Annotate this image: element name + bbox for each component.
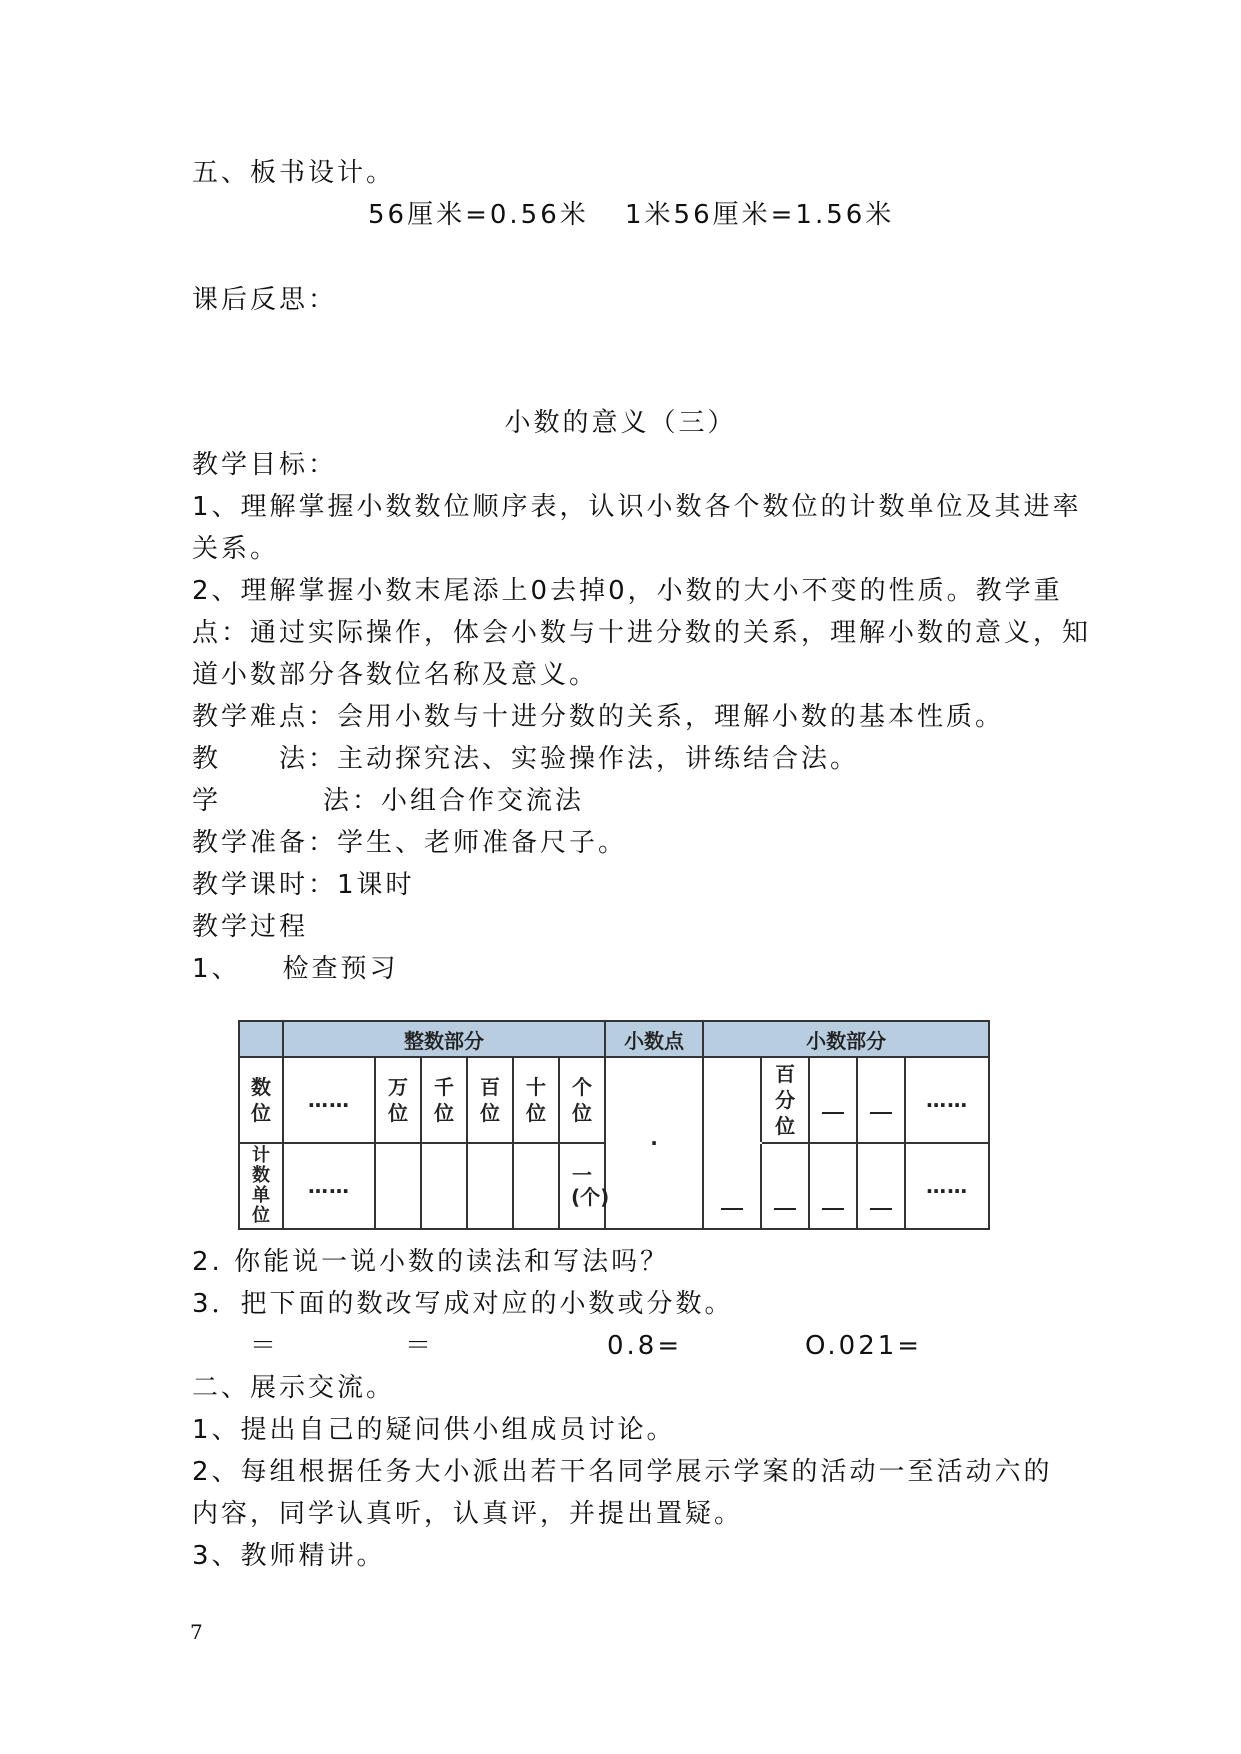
learning-method-text: 法：小组合作交流法 — [323, 786, 585, 816]
unit-ones: 一(个) — [559, 1143, 605, 1229]
preparation-line: 教学准备：学生、老师准备尺子。 — [192, 828, 628, 858]
exchange-item-3: 3、教师精讲。 — [192, 1541, 386, 1571]
unit-hundredths-blank — [761, 1143, 809, 1229]
exercise-eq-2: ＝ — [405, 1331, 435, 1361]
step-1-line — [192, 951, 399, 987]
exercise-eq-1: ＝ — [250, 1331, 280, 1361]
exchange-item-2-line-1: 2、每组根据任务大小派出若干名同学展示学案的活动一至活动六的 — [192, 1457, 1053, 1487]
unit-tens-blank — [513, 1143, 559, 1229]
exchange-heading: 二、展示交流。 — [192, 1373, 396, 1403]
header-corner-cell — [239, 1021, 283, 1057]
place-ten-thousandths-blank — [857, 1057, 905, 1143]
objective-2-line-2: 点：通过实际操作，体会小数与十进分数的关系，理解小数的意义，知 — [192, 618, 1092, 648]
place-ones: 个位 — [559, 1057, 605, 1143]
integer-part-header: 整数部分 — [283, 1021, 605, 1057]
place-value-table — [238, 1020, 990, 1230]
place-tenths-blank — [703, 1057, 761, 1143]
learning-method-label: 学 — [192, 786, 222, 816]
unit-decimal-ellipsis: …… — [905, 1143, 989, 1229]
exercise-eq-4: O.021= — [805, 1331, 923, 1361]
board-formula-1: 56厘米=0.56米 — [368, 200, 589, 230]
unit-ten-thousandths-blank — [857, 1143, 905, 1229]
process-heading: 教学过程 — [192, 912, 309, 942]
place-thousands: 千位 — [421, 1057, 467, 1143]
decimal-part-header: 小数部分 — [703, 1021, 989, 1057]
unit-tenths-blank — [703, 1143, 761, 1229]
place-ten-thousands: 万位 — [375, 1057, 421, 1143]
difficulty-line: 教学难点：会用小数与十进分数的关系，理解小数的基本性质。 — [192, 702, 1005, 732]
objective-1-line-2: 关系。 — [192, 534, 280, 564]
teaching-method-line — [192, 741, 859, 777]
objectives-heading: 教学目标： — [192, 450, 338, 480]
objective-1-line-1: 1、理解掌握小数数位顺序表，认识小数各个数位的计数单位及其进率 — [192, 492, 1082, 522]
row-label-unit: 计数单位 — [239, 1143, 283, 1229]
unit-integer-ellipsis: …… — [283, 1143, 375, 1229]
board-design-heading: 五、板书设计。 — [192, 158, 396, 188]
hours-line: 教学课时：1课时 — [192, 870, 415, 900]
learning-method-line — [192, 783, 584, 819]
place-thousandths-blank — [809, 1057, 857, 1143]
question-3: 3．把下面的数改写成对应的小数或分数。 — [192, 1289, 734, 1319]
lesson-title: 小数的意义（三） — [504, 408, 737, 438]
step-1-text: 检查预习 — [282, 954, 399, 984]
place-hundreds: 百位 — [467, 1057, 513, 1143]
unit-thousands-blank — [421, 1143, 467, 1229]
place-hundredths: 百分位 — [761, 1057, 809, 1143]
exchange-item-1: 1、提出自己的疑问供小组成员讨论。 — [192, 1415, 676, 1445]
teaching-method-label: 教 — [192, 744, 222, 774]
unit-thousandths-blank — [809, 1143, 857, 1229]
objective-2-line-3: 道小数部分各数位名称及意义。 — [192, 660, 599, 690]
exchange-item-2-line-2: 内容，同学认真听，认真评，并提出置疑。 — [192, 1499, 744, 1529]
board-formula-2: 1米56厘米=1.56米 — [625, 200, 895, 230]
decimal-point-header: 小数点 — [605, 1021, 703, 1057]
unit-ten-thousands-blank — [375, 1143, 421, 1229]
reflection-heading: 课后反思： — [192, 285, 338, 315]
integer-ellipsis: …… — [283, 1057, 375, 1143]
place-value-table-figure — [238, 1020, 988, 1230]
decimal-point-cell: · — [605, 1057, 703, 1229]
step-1-number: 1、 — [192, 954, 241, 984]
question-2: 2. 你能说一说小数的读法和写法吗？ — [192, 1247, 670, 1277]
exercise-eq-3: 0.8= — [607, 1331, 683, 1361]
page-number: 7 — [190, 1620, 203, 1644]
row-label-place: 数位 — [239, 1057, 283, 1143]
unit-hundreds-blank — [467, 1143, 513, 1229]
decimal-ellipsis: …… — [905, 1057, 989, 1143]
place-tens: 十位 — [513, 1057, 559, 1143]
teaching-method-text: 法：主动探究法、实验操作法，讲练结合法。 — [279, 744, 860, 774]
objective-2-line-1: 2、理解掌握小数末尾添上0去掉0，小数的大小不变的性质。教学重 — [192, 576, 1063, 606]
